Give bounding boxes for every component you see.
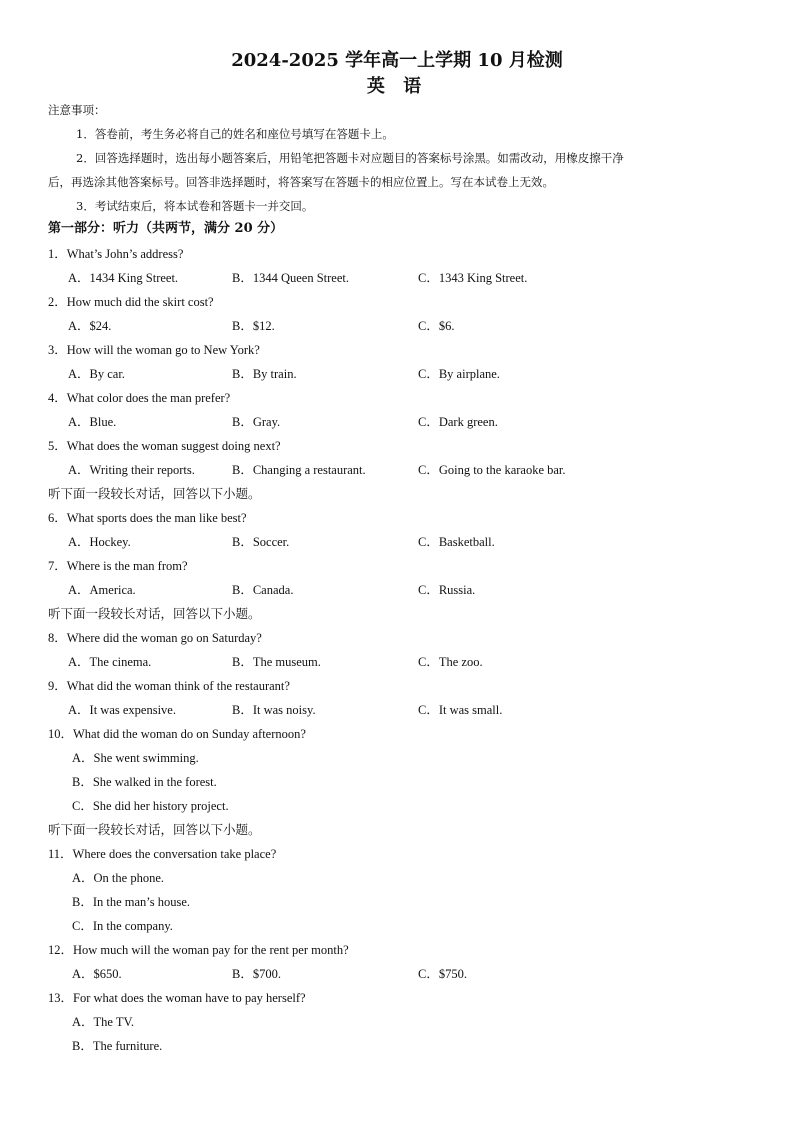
q7-option-c: C．Russia. bbox=[418, 583, 476, 597]
q8-option-c: C．The zoo. bbox=[418, 655, 483, 669]
notice-item-1: 1．答卷前，考生务必将自己的姓名和座位号填写在答题卡上。 bbox=[76, 127, 394, 141]
q5-option-c: C．Going to the karaoke bar. bbox=[418, 463, 566, 477]
section-instruction-3: 听下面一段较长对话，回答以下小题。 bbox=[48, 822, 261, 837]
q3-option-c: C．By airplane. bbox=[418, 367, 500, 381]
q12-option-c: C．$750. bbox=[418, 967, 467, 981]
q11-option-b: B．In the man’s house. bbox=[72, 895, 191, 909]
q9-option-c: C．It was small. bbox=[418, 703, 503, 717]
question-9: 9．What did the woman think of the restaurant? bbox=[48, 679, 290, 693]
question-1: 1．What’s John’s address? bbox=[48, 247, 184, 261]
q10-option-a: A．She went swimming. bbox=[72, 751, 199, 765]
q6-option-c: C．Basketball. bbox=[418, 535, 495, 549]
question-4: 4．What color does the man prefer? bbox=[48, 391, 231, 405]
q7-option-a: A．America. bbox=[68, 583, 136, 597]
q11-option-a: A．On the phone. bbox=[72, 871, 164, 885]
notice-item-3: 3．考试结束后，将本试卷和答题卡一并交回。 bbox=[76, 199, 314, 213]
q9-option-a: A．It was expensive. bbox=[68, 703, 176, 717]
q8-option-a: A．The cinema. bbox=[68, 655, 152, 669]
question-8: 8．Where did the woman go on Saturday? bbox=[48, 631, 262, 645]
q13-option-b: B．The furniture. bbox=[72, 1039, 163, 1053]
q8-option-b: B．The museum. bbox=[232, 655, 321, 669]
notice-heading: 注意事项： bbox=[48, 103, 106, 117]
q1-option-b: B．1344 Queen Street. bbox=[232, 271, 349, 285]
q10-option-b: B．She walked in the forest. bbox=[72, 775, 217, 789]
q2-option-b: B．$12. bbox=[232, 319, 275, 333]
q9-option-b: B．It was noisy. bbox=[232, 703, 316, 717]
exam-title: 2024-2025 学年高一上学期 10 月检测 bbox=[231, 50, 563, 71]
notice-item-2b: 后，再选涂其他答案标号。回答非选择题时，将答案写在答题卡的相应位置上。写在本试卷上无效。 bbox=[48, 175, 554, 189]
section-instruction-2: 听下面一段较长对话，回答以下小题。 bbox=[48, 606, 261, 621]
q5-option-b: B．Changing a restaurant. bbox=[232, 463, 366, 477]
q1-option-a: A．1434 King Street. bbox=[68, 271, 179, 285]
question-11: 11．Where does the conversation take place? bbox=[48, 847, 277, 861]
q2-option-c: C．$6. bbox=[418, 319, 455, 333]
question-10: 10．What did the woman do on Sunday afternoon? bbox=[48, 727, 306, 741]
q3-option-a: A．By car. bbox=[68, 367, 125, 381]
question-13: 13．For what does the woman have to pay herself? bbox=[48, 991, 306, 1005]
notice-item-2a: 2．回答选择题时，选出每小题答案后，用铅笔把答题卡对应题目的答案标号涂黑。如需改动，用橡皮擦干净 bbox=[76, 151, 624, 165]
question-7: 7．Where is the man from? bbox=[48, 559, 188, 573]
question-5: 5．What does the woman suggest doing next? bbox=[48, 439, 281, 453]
part1-heading: 第一部分：听力（共两节，满分 20 分） bbox=[48, 221, 284, 236]
q3-option-b: B．By train. bbox=[232, 367, 297, 381]
q7-option-b: B．Canada. bbox=[232, 583, 294, 597]
q6-option-b: B．Soccer. bbox=[232, 535, 290, 549]
exam-subject: 英 语 bbox=[366, 76, 428, 97]
question-12: 12．How much will the woman pay for the rent per month? bbox=[48, 943, 349, 957]
section-instruction-1: 听下面一段较长对话，回答以下小题。 bbox=[48, 486, 261, 501]
q4-option-a: A．Blue. bbox=[68, 415, 117, 429]
q13-option-a: A．The TV. bbox=[72, 1015, 135, 1029]
q6-option-a: A．Hockey. bbox=[68, 535, 131, 549]
q10-option-c: C．She did her history project. bbox=[72, 799, 229, 813]
q4-option-c: C．Dark green. bbox=[418, 415, 498, 429]
question-2: 2．How much did the skirt cost? bbox=[48, 295, 214, 309]
q12-option-b: B．$700. bbox=[232, 967, 281, 981]
q1-option-c: C．1343 King Street. bbox=[418, 271, 528, 285]
q12-option-a: A．$650. bbox=[72, 967, 122, 981]
question-3: 3．How will the woman go to New York? bbox=[48, 343, 260, 357]
q11-option-c: C．In the company. bbox=[72, 919, 173, 933]
q2-option-a: A．$24. bbox=[68, 319, 112, 333]
question-6: 6．What sports does the man like best? bbox=[48, 511, 247, 525]
q4-option-b: B．Gray. bbox=[232, 415, 281, 429]
q5-option-a: A．Writing their reports. bbox=[68, 463, 195, 477]
